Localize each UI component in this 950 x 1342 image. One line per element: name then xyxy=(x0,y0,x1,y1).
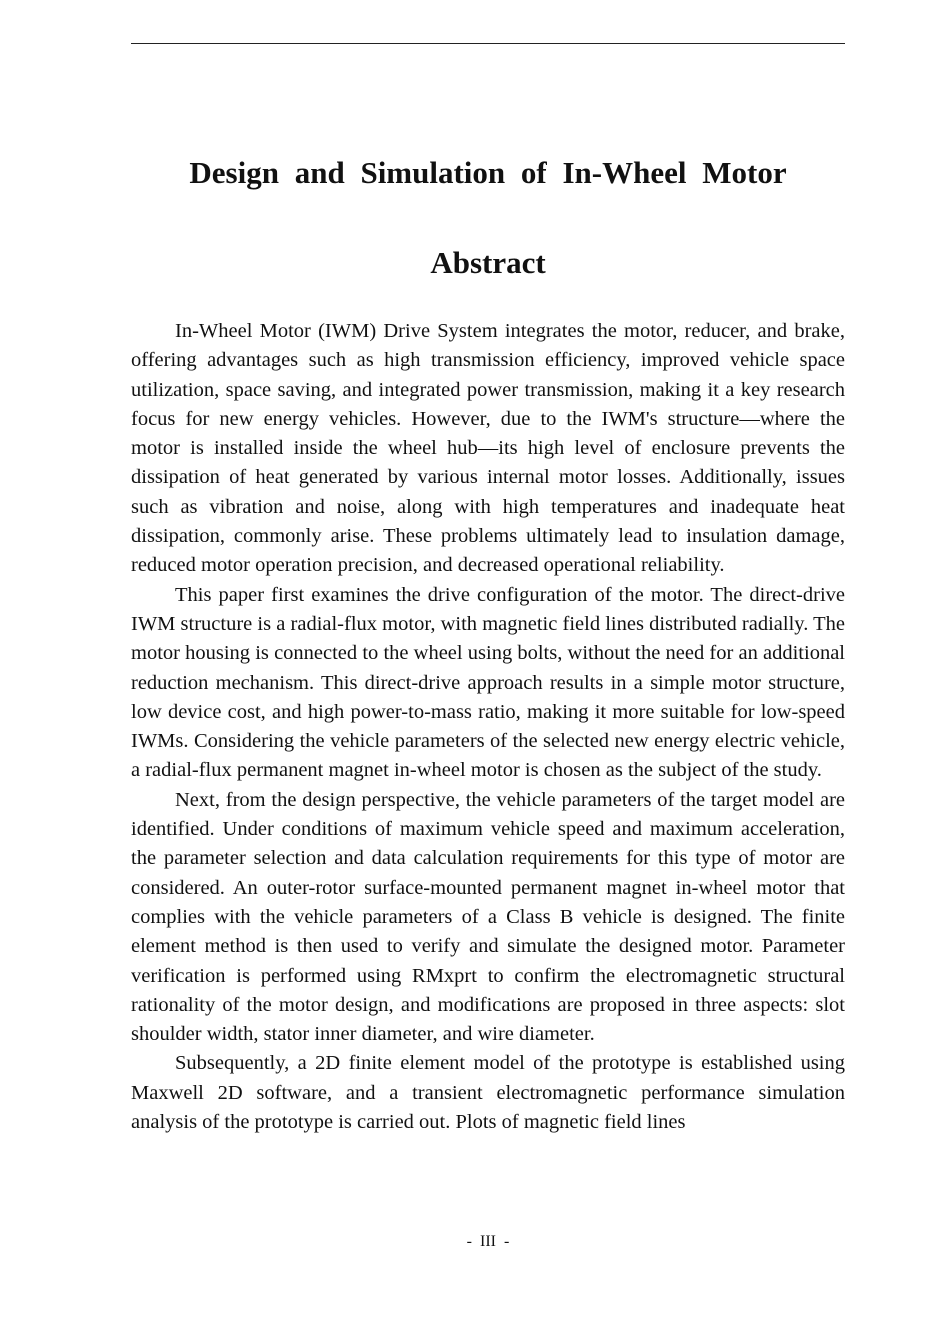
abstract-paragraph-2: This paper first examines the drive configuration of the motor. The direct-drive IWM structure is a radial-flux motor, with magnetic field lines distributed radially. The motor housing is connected to the wheel using bolts, without the need for an additional reduction mechanism. This direct-drive approach results in a simple motor structure, low device cost, and high power-to-mass ratio, making it more suitable for low-speed IWMs. Considering the vehicle parameters of the selected new energy electric vehicle, a radial-flux permanent magnet in-wheel motor is chosen as the subject of the study. xyxy=(131,583,845,782)
header-rule xyxy=(131,43,845,44)
abstract-paragraph-3: Next, from the design perspective, the vehicle parameters of the target model are identified. Under conditions of maximum vehicle speed and maximum acceleration, the parameter selection and data calculation requirements for this type of motor are considered. An outer-rotor surface-mounted permanent magnet in-wheel motor that complies with the vehicle parameters of a Class B vehicle is designed. The finite element method is then used to verify and simulate the designed motor. Parameter verification is performed using RMxprt to confirm the electromagnetic structural rationality of the motor design, and modifications are proposed in three aspects: slot shoulder width, stator inner diameter, and wire diameter. xyxy=(131,788,845,1046)
page-number: - III - xyxy=(466,1233,510,1250)
abstract-heading: Abstract xyxy=(430,245,546,280)
abstract-paragraph-1: In-Wheel Motor (IWM) Drive System integrates the motor, reducer, and brake, offering advantages such as high transmission efficiency, improved vehicle space utilization, space saving, and integrated power transmission, making it a key research focus for new energy vehicles. However, due to the IWM's structure—where the motor is installed inside the wheel hub—its high level of enclosure prevents the dissipation of heat generated by various internal motor losses. Additionally, issues such as vibration and noise, along with high temperatures and inadequate heat dissipation, commonly arise. These problems ultimately lead to insulation damage, reduced motor operation precision, and decreased operational reliability. xyxy=(131,320,845,577)
abstract-body xyxy=(131,317,845,1223)
paper-title: Design and Simulation of In-Wheel Motor xyxy=(189,155,787,190)
abstract-paragraph-4: Subsequently, a 2D finite element model of the prototype is established using Maxwell 2D software, and a transient electromagnetic performance simulation analysis of the prototype is carried out. Plots of magnetic field lines xyxy=(131,1052,845,1134)
